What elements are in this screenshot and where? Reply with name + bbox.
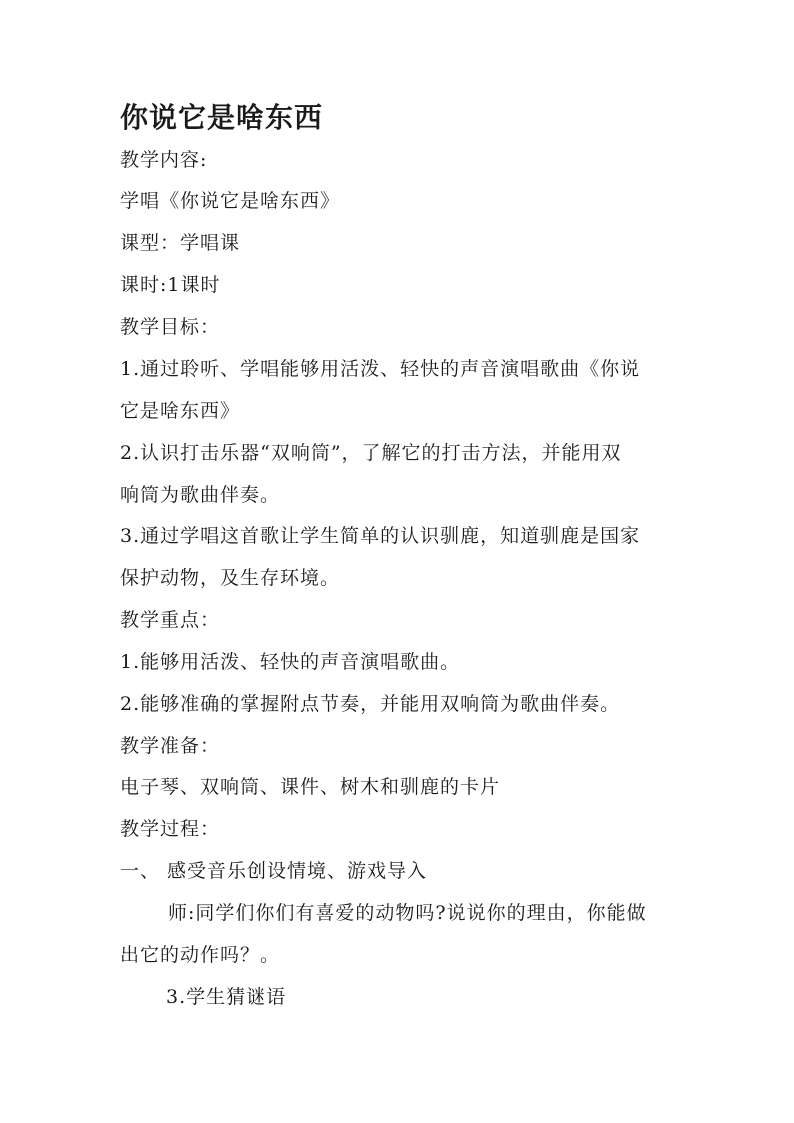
section-heading-preparation: 教学准备： [120, 735, 221, 757]
section-heading-process: 教学过程： [120, 818, 221, 840]
paragraph-line: 3.通过学唱这首歌让学生简单的认识驯鹿，知道驯鹿是国家 [120, 525, 641, 547]
paragraph-line: 学唱《你说它是啥东西》 [120, 190, 341, 212]
section-heading-teaching-content: 教学内容: [120, 149, 208, 171]
paragraph-line: 一、 感受音乐创设情境、游戏导入 [120, 860, 428, 882]
paragraph-line: 2.认识打击乐器“双响筒”，了解它的打击方法，并能用双 [120, 442, 622, 464]
paragraph-line: 电子琴、双响筒、课件、树木和驯鹿的卡片 [120, 776, 501, 798]
document-title: 你说它是啥东西 [120, 101, 324, 134]
paragraph-line: 保护动物，及生存环境。 [120, 567, 341, 589]
paragraph-line: 响筒为歌曲伴奏。 [120, 484, 281, 506]
paragraph-line: 1.通过聆听、学唱能够用活泼、轻快的声音演唱歌曲《你说 [120, 358, 641, 380]
paragraph-line: 课时:1课时 [120, 274, 221, 296]
section-heading-teaching-goals: 教学目标： [120, 316, 221, 338]
paragraph-line: 它是啥东西》 [120, 400, 241, 422]
paragraph-line: 3.学生猜谜语 [166, 986, 287, 1008]
paragraph-line: 1.能够用活泼、轻快的声音演唱歌曲。 [120, 651, 461, 673]
paragraph-line: 课型：学唱课 [120, 232, 241, 254]
paragraph-line: 出它的动作吗？。 [120, 944, 281, 966]
paragraph-line: 2.能够准确的掌握附点节奏，并能用双响筒为歌曲伴奏。 [120, 693, 621, 715]
paragraph-line: 师:同学们你们有喜爱的动物吗?说说你的理由，你能做 [168, 902, 647, 924]
section-heading-key-points: 教学重点： [120, 609, 221, 631]
